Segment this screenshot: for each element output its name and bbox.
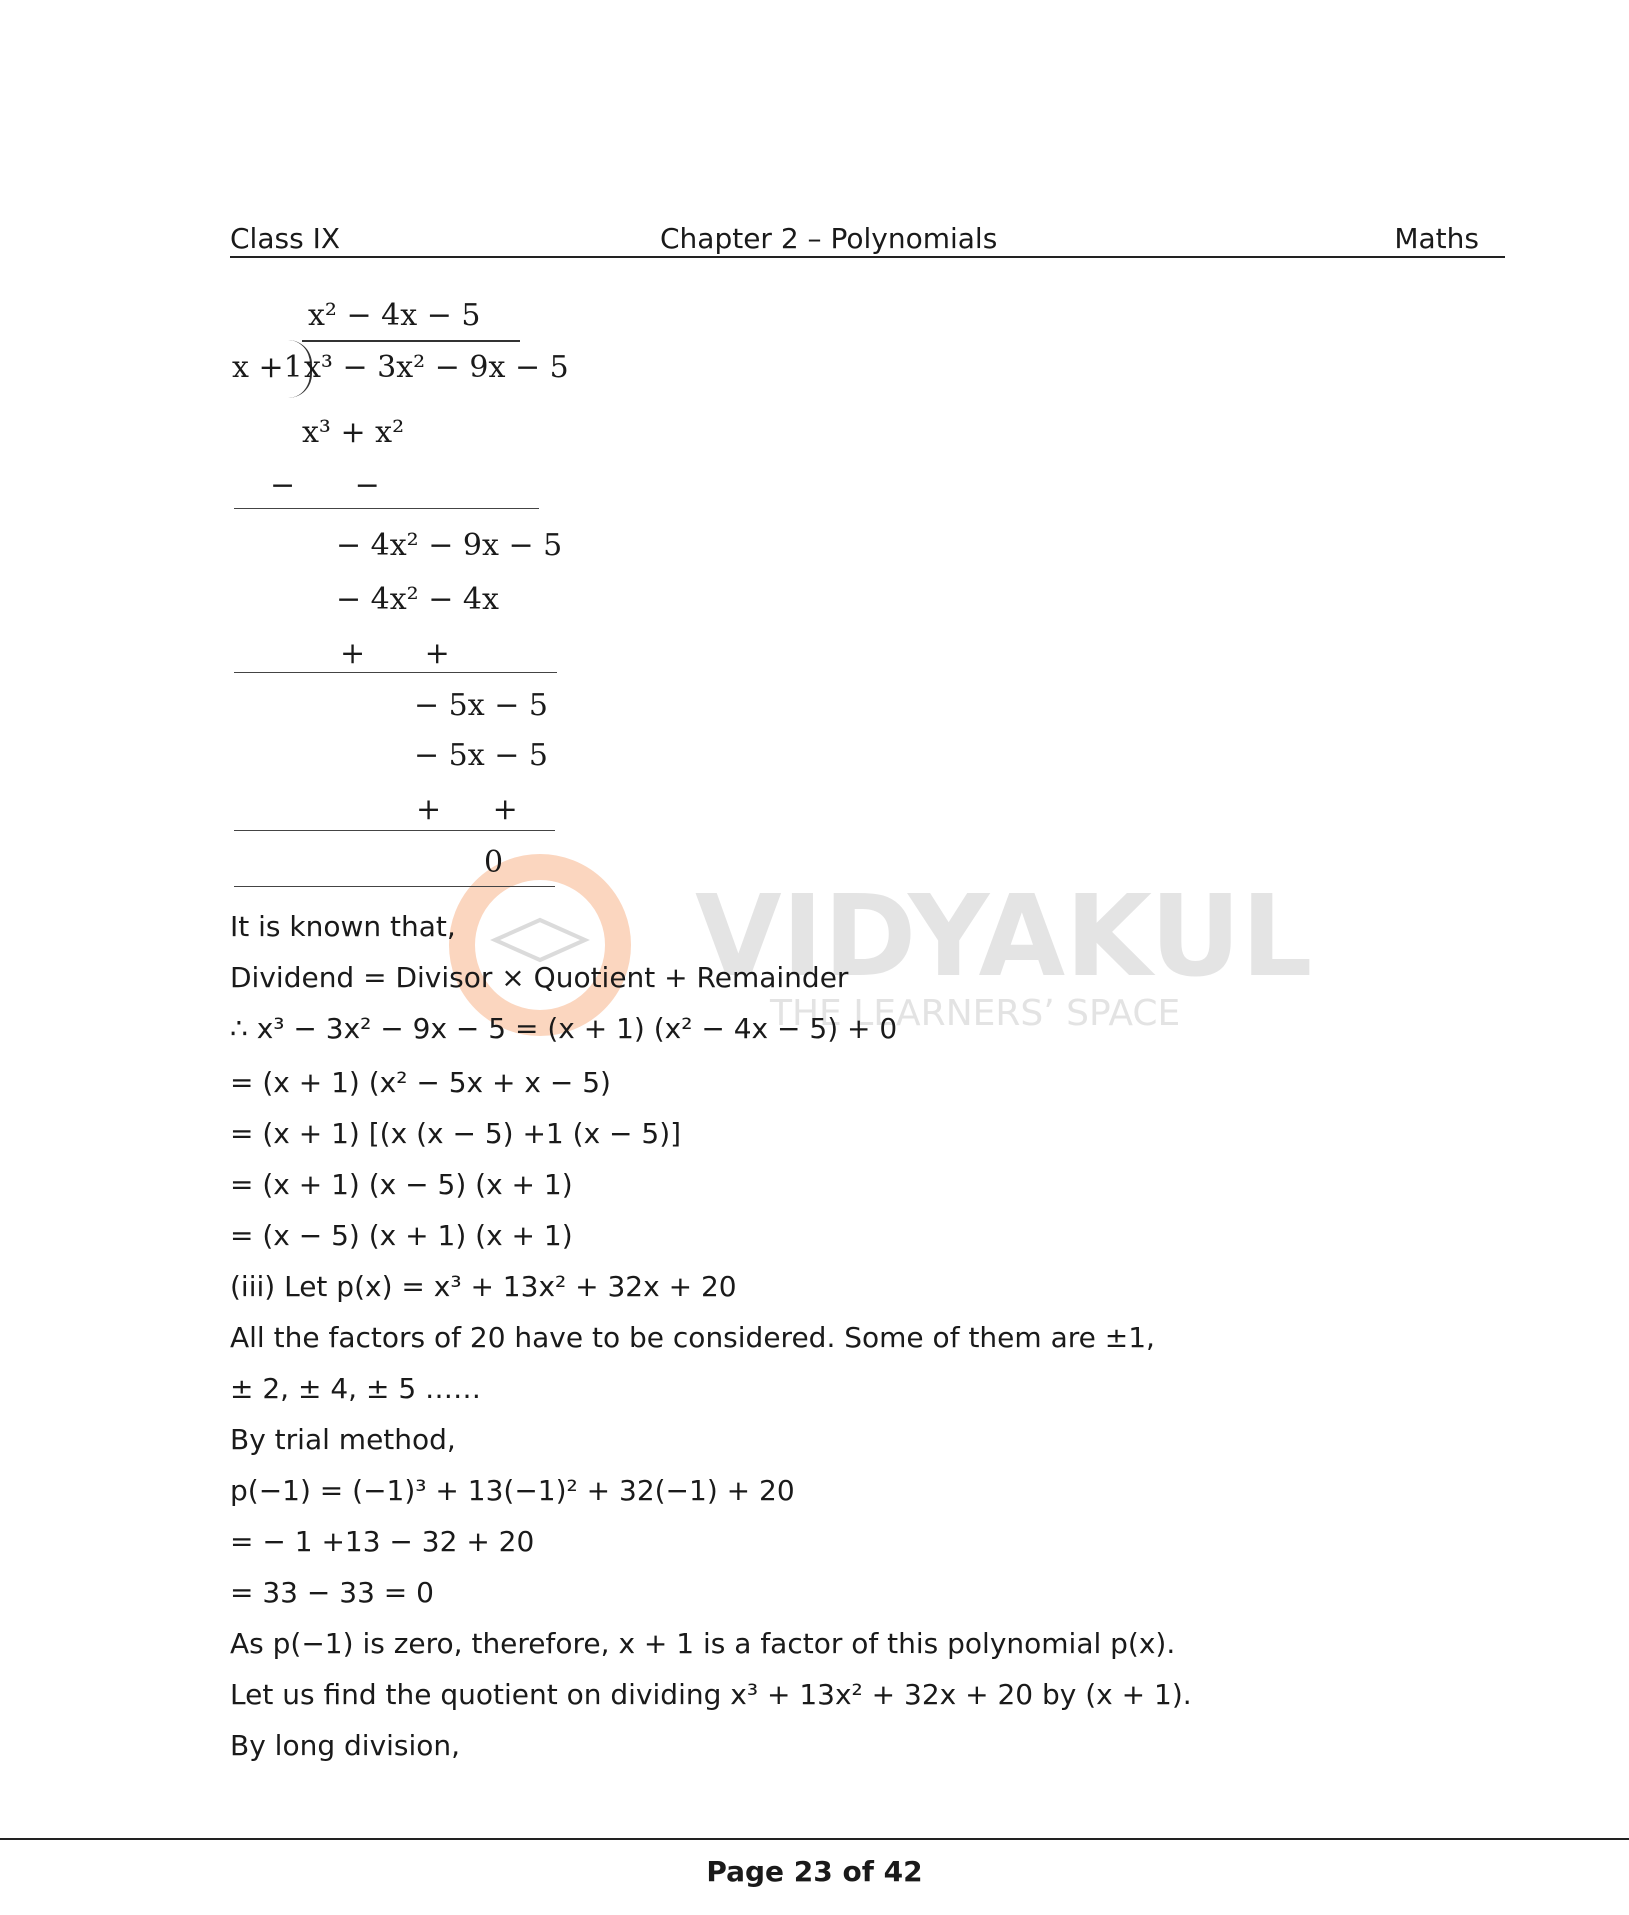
division-quotient: x² − 4x − 5 bbox=[308, 298, 481, 333]
page-number: Page 23 of 42 bbox=[706, 1855, 923, 1888]
division-rule-4 bbox=[234, 886, 555, 887]
page-header bbox=[230, 220, 1505, 258]
watermark-brand: VIDYAKUL bbox=[695, 872, 1313, 1002]
division-dividend: x³ − 3x² − 9x − 5 bbox=[304, 350, 569, 385]
division-step3-remainder: − 5x − 5 bbox=[414, 688, 548, 723]
division-divisor: x +1 bbox=[232, 350, 303, 385]
text-line: ∴ x³ − 3x² − 9x − 5 = (x + 1) (x² − 4x − 5) + 0 bbox=[230, 1012, 898, 1045]
text-line: p(−1) = (−1)³ + 13(−1)² + 32(−1) + 20 bbox=[230, 1474, 795, 1507]
text-line: = (x + 1) (x² − 5x + x − 5) bbox=[230, 1066, 611, 1099]
division-step1-subtrahend: x³ + x² bbox=[302, 415, 405, 450]
text-line: = (x + 1) [(x (x − 5) +1 (x − 5)] bbox=[230, 1117, 682, 1150]
text-line: All the factors of 20 have to be considered. Some of them are ±1, bbox=[230, 1321, 1155, 1354]
footer-rule bbox=[0, 1838, 1629, 1840]
text-line: By long division, bbox=[230, 1729, 461, 1762]
text-line: = (x + 1) (x − 5) (x + 1) bbox=[230, 1168, 573, 1201]
text-line: Dividend = Divisor × Quotient + Remainder bbox=[230, 961, 849, 994]
text-line: = 33 − 33 = 0 bbox=[230, 1576, 434, 1609]
watermark-tagline: THE LEARNERS’ SPACE bbox=[770, 993, 1181, 1034]
division-step2-remainder: − 4x² − 9x − 5 bbox=[336, 528, 563, 563]
text-line: ± 2, ± 4, ± 5 …… bbox=[230, 1372, 482, 1405]
text-line: It is known that, bbox=[230, 910, 456, 943]
text-line: = (x − 5) (x + 1) (x + 1) bbox=[230, 1219, 573, 1252]
division-step3-subtrahend: − 5x − 5 bbox=[414, 738, 548, 773]
text-line: = − 1 +13 − 32 + 20 bbox=[230, 1525, 535, 1558]
division-rule-1 bbox=[234, 508, 539, 509]
division-rule-3 bbox=[234, 830, 555, 831]
division-step1-signs: − − bbox=[270, 468, 380, 503]
header-class: Class IX bbox=[230, 222, 341, 255]
text-line: By trial method, bbox=[230, 1423, 456, 1456]
division-overbar bbox=[302, 340, 520, 342]
text-line: As p(−1) is zero, therefore, x + 1 is a factor of this polynomial p(x). bbox=[230, 1627, 1176, 1660]
text-line: Let us find the quotient on dividing x³ + 13x² + 32x + 20 by (x + 1). bbox=[230, 1678, 1192, 1711]
division-step2-subtrahend: − 4x² − 4x bbox=[336, 582, 499, 617]
division-step3-signs: + + bbox=[416, 792, 518, 827]
header-subject: Maths bbox=[1394, 222, 1479, 255]
division-step2-signs: + + bbox=[340, 636, 450, 671]
division-rule-2 bbox=[234, 672, 557, 673]
text-line: (iii) Let p(x) = x³ + 13x² + 32x + 20 bbox=[230, 1270, 737, 1303]
division-remainder: 0 bbox=[484, 845, 504, 880]
header-chapter: Chapter 2 – Polynomials bbox=[660, 222, 998, 255]
